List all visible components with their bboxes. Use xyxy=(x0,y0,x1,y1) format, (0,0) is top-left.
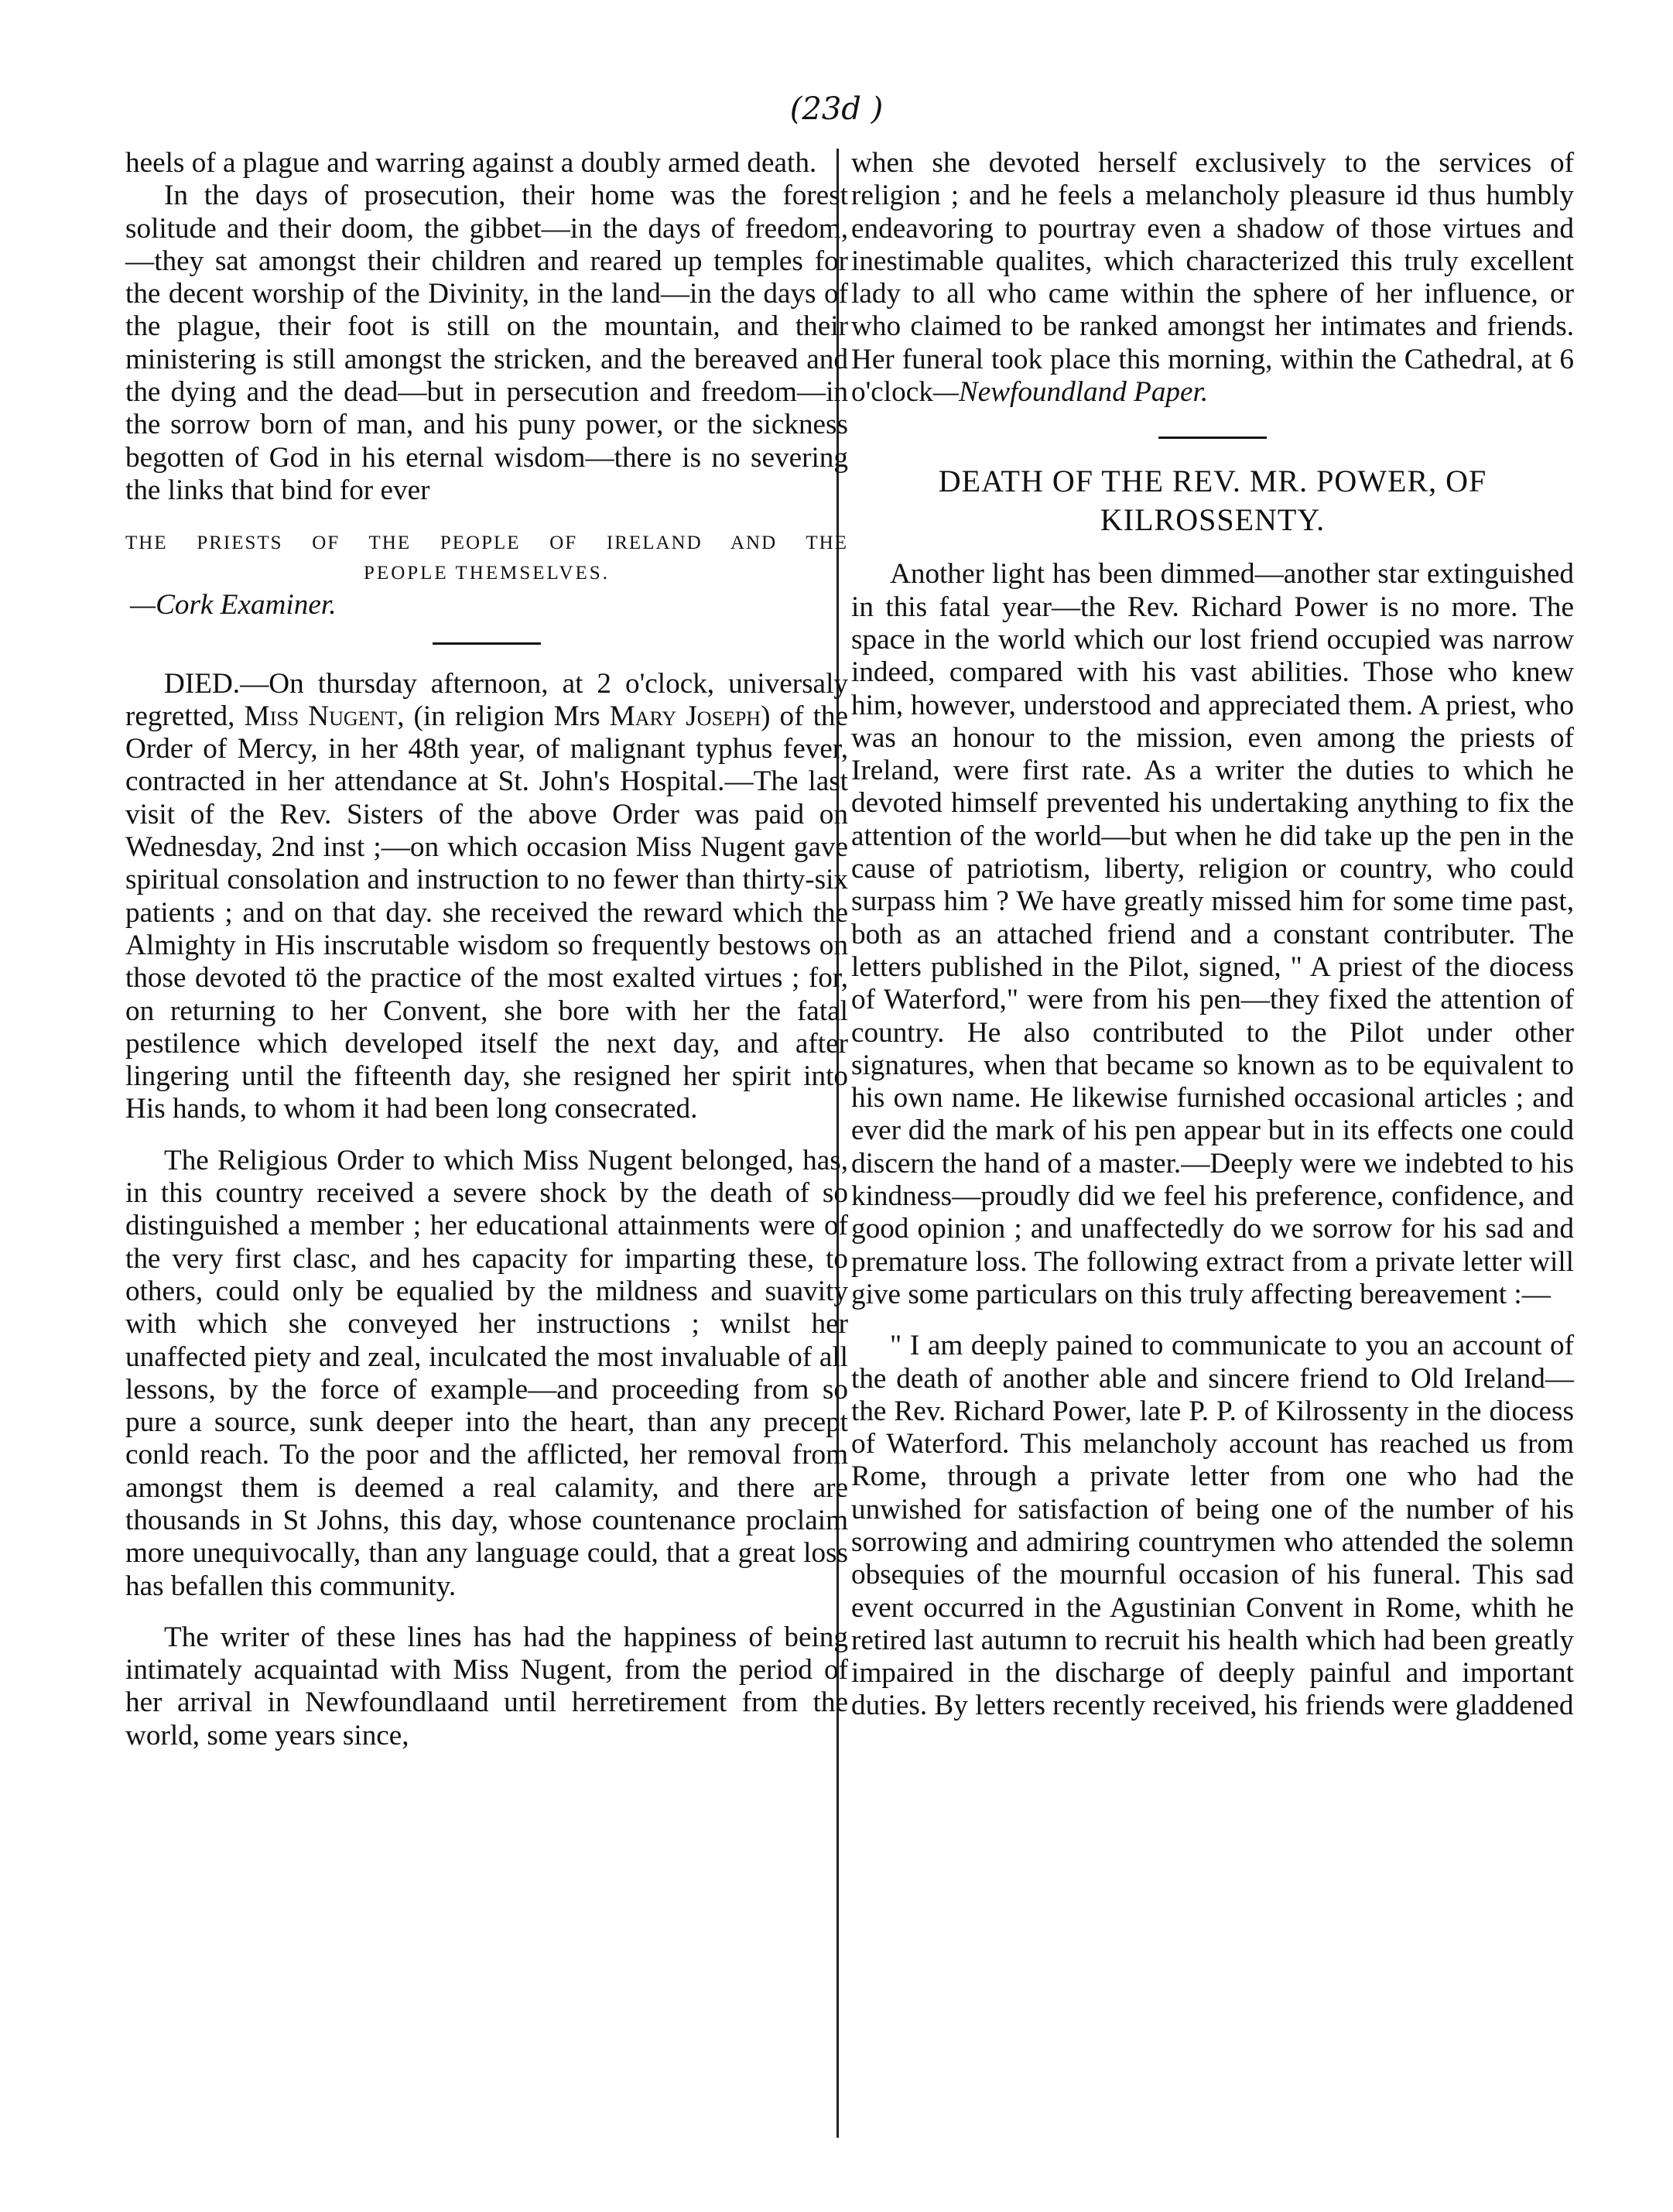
obituary-religious-name: Mary Joseph xyxy=(609,700,761,732)
paragraph-letter-extract: " I am deeply pained to communicate to you an account of the death of another able and sincere friend to Old Ireland—the Rev. Richard Power, late P. P. of Kilrossenty in the diocess of Waterford. This melancholy account has reached us from Rome, through a private letter from one who had the unwished for satisfaction of being one of the number of his sorrowing and admiring countrymen who attended the solemn obsequies of the mournful occasion of his funeral. This sad event occurred in the Agustinian Convent in Rome, whith he retired last autumn to recruit his health which had been greatly impaired in the discharge of deeply painful and important duties. By letters recently received, his friends were gladdened xyxy=(851,1330,1574,1722)
died-label: DIED. xyxy=(164,667,241,700)
obituary-name: Miss Nugent xyxy=(244,700,398,732)
page-number: (23d ) xyxy=(789,91,884,127)
left-column xyxy=(125,147,848,1752)
paragraph-priests-history: In the days of prosecution, their home was the forest solitude and their doom, the gibbet—in the days of freedom,—they sat amongst their children and reared up temples for the decent worship of the Divinity, in the land—in the days of the plague, their foot is still on the mountain, and their ministering is still amongst the stricken, and the bereaved and the dying and the dead—but in persecution and freedom—in the sorrow born of man, and his puny power, or the sickness begotten of God in his eternal wisdom—there is no severing the links that bind for ever xyxy=(125,180,848,506)
article-headline-power: DEATH OF THE REV. MR. POWER, OF KILROSSENTY. xyxy=(938,464,1487,538)
section-rule-right xyxy=(1158,437,1267,439)
caps-closing-line-2: PEOPLE THEMSELVES. xyxy=(364,563,610,584)
paragraph-religious-order: The Religious Order to which Miss Nugent belonged, has, in this country received a severe shock by the death of so distinguished a member ; her educational attainments were of the very first clasc, and hes capacity for imparting these, to others, could only be equalied by the mildness and suavity with which she conveyed her instructions ; wnilst her unaffected piety and zeal, inculcated the most invaluable of all lessons, by the force of example—and proceeding from so pure a source, sunk deeper into the heart, than any precept conld reach. To the poor and the afflicted, her removal from amongst them is deemed a real calamity, and there are thousands in St Johns, this day, whose countenance proclaim more unequivocally, than any language could, that a great loss has befallen this community. xyxy=(125,1144,848,1602)
continuation-text: when she devoted herself exclusively to the services of religion ; and he feels a melancholy pleasure id thus humbly endeavoring to pourtray even a shadow of those virtues and inestimable qualites, which characterized this truly excellent lady to all who came within the sphere of her influence, or who claimed to be ranked amongst her intimates and friends. Her funeral took place this morning, within the Cathedral, at 6 o'clock xyxy=(851,147,1574,409)
obituary-text-b: , (in religion Mrs xyxy=(397,700,610,732)
caps-closing-line-1: THE PRIESTS OF THE PEOPLE OF IRELAND AND THE xyxy=(125,532,848,554)
obituary-text-c: ) of the Order of Mercy, in her 48th year, of malignant typhus fever, contracted in her attendance at St. John's Hospital.—The last visit of the Rev. Sisters of the above Order was paid on Wednesday, 2nd inst ;—on which occasion Miss Nugent gave spiritual consolation and instruction to no fewer than thirty-six patients ; and on that day. she received the reward which the Almighty in His inscrutable wisdom so frequently bestows on those devoted tö the practice of the most exalted virtues ; for, on returning to her Convent, she bore with her the fatal pestilence which developed itself the next day, and after lingering until the fifteenth day, she resigned her spirit into His hands, to whom it had been long consecrated. xyxy=(125,700,849,1125)
source-attribution-newfoundland: —Newfoundland Paper. xyxy=(932,376,1209,409)
source-attribution-cork: —Cork Examiner. xyxy=(130,589,337,621)
section-rule xyxy=(433,642,541,645)
obituary-nugent-paragraph xyxy=(125,668,848,1126)
paragraph-power-tribute: Another light has been dimmed—another star extinguished in this fatal year—the Rev. Richard Power is no more. The space in the world which our lost friend occupied was narrow indeed, compared with his vast abilities. Those who knew him, however, understood and appreciated them. A priest, who was an honour to the mission, even among the priests of Ireland, were first rate. As a writer the duties to which he devoted himself prevented his undertaking anything to fix the attention of the world—but when he did take up the pen in the cause of patriotism, liberty, religion or country, who could surpass him ? We have greatly missed him for some time past, both as an attached friend and a constant contributer. The letters published in the Pilot, signed, " A priest of the diocess of Waterford," were from his pen—they fixed the attention of country. He also contributed to the Pilot under other signatures, when that became so known as to be equivalent to his own name. He likewise furnished occasional articles ; and ever did the mark of his pen appear but in its effects one could discern the hand of a master.—Deeply were we indebted to his kindness—proudly did we feel his preference, confidence, and good opinion ; and unaffectedly do we sorrow for his sad and premature loss. The following extract from a private letter will give some particulars on this truly affecting bereavement :— xyxy=(851,558,1574,1310)
paragraph-plague-ending: heels of a plague and warring against a doubly armed death. xyxy=(125,147,817,179)
obituary-text-a: —On thursday afternoon, at 2 o'clock, universaly regretted, xyxy=(125,667,848,732)
paragraph-writer: The writer of these lines has had the happiness of being intimately acquaintad with Miss Nugent, from the period of her arrival in Newfoundlaand until herretirement from the world, some years since, xyxy=(125,1621,848,1751)
right-column xyxy=(851,147,1574,1723)
paragraph-nugent-continuation xyxy=(851,147,1574,409)
